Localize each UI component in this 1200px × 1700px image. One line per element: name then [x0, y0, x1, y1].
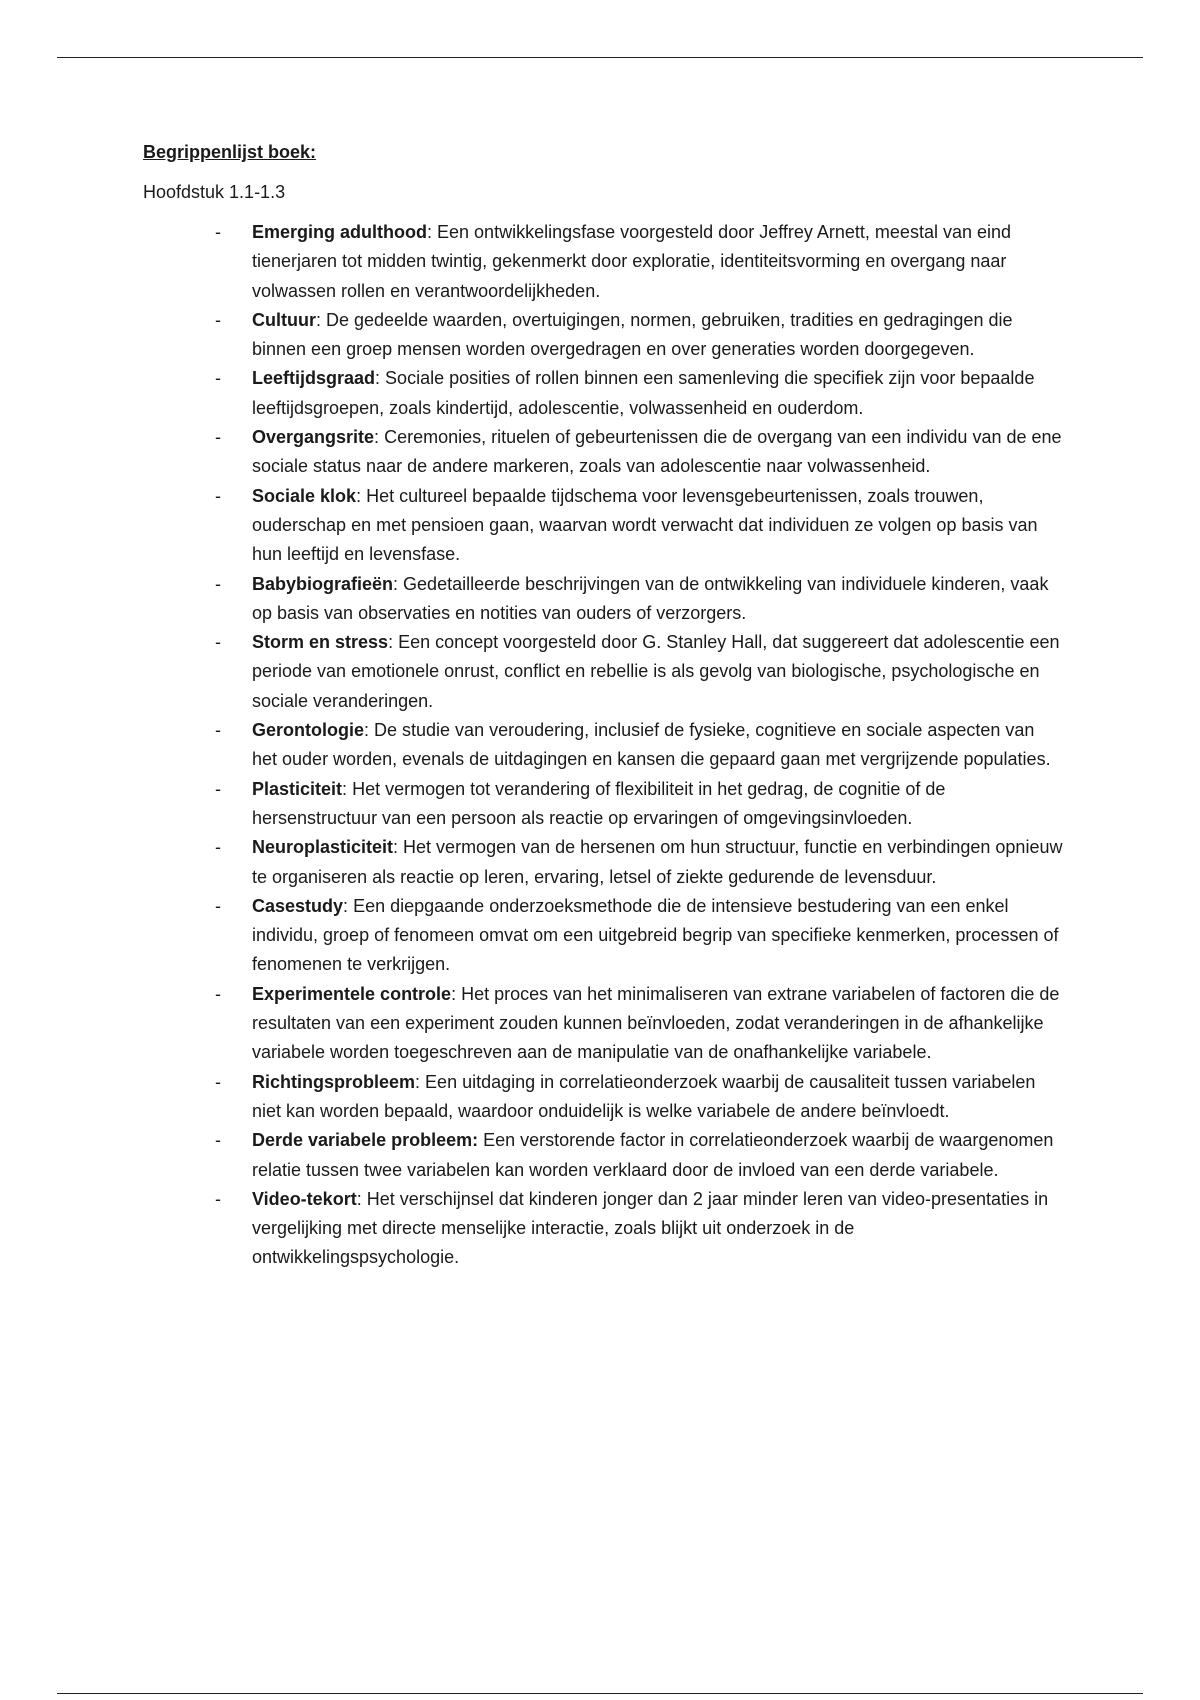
- bullet-dash: -: [215, 778, 221, 799]
- term-name: Storm en stress: [252, 632, 389, 653]
- term-name: Video-tekort: [252, 1188, 357, 1209]
- term-name: Gerontologie: [252, 720, 364, 741]
- term-name: Overgangsrite: [252, 427, 375, 448]
- term-separator: :: [356, 1188, 362, 1209]
- term-name: Casestudy: [252, 895, 344, 916]
- footer-rule: [57, 1693, 1143, 1694]
- term-definition: Sociale posities of rollen binnen een samenleving die specifiek zijn voor bepaalde leeftijdsgroepen, zoals kindertijd, adolescentie, volwassenheid en ouderdom.: [252, 368, 1035, 418]
- term-definition: Een uitdaging in correlatieonderzoek waarbij de causaliteit tussen variabelen niet kan worden bepaald, waardoor onduidelijk is welke variabele de andere beïnvloedt.: [252, 1071, 1036, 1121]
- term-list-item: [143, 1126, 1063, 1185]
- term-separator: :: [375, 368, 381, 389]
- term-separator: :: [388, 632, 394, 653]
- bullet-dash: -: [215, 309, 221, 330]
- term-list-item: [143, 1185, 1063, 1273]
- term-separator: :: [315, 309, 321, 330]
- term-definition: De studie van veroudering, inclusief de fysieke, cognitieve en sociale aspecten van het ouder worden, evenals de uitdagingen en kansen die gepaard gaan met vergrijzende populaties.: [252, 720, 1051, 770]
- bullet-dash: -: [215, 573, 221, 594]
- bullet-dash: -: [215, 485, 221, 506]
- term-definition: Het vermogen van de hersenen om hun structuur, functie en verbindingen opnieuw te organiseren als reactie op leren, ervaring, letsel of ziekte gedurende de levensduur.: [252, 837, 1063, 887]
- term-separator: :: [356, 485, 362, 506]
- term-name: Babybiografieën: [252, 573, 394, 594]
- term-list-item: [143, 306, 1063, 365]
- term-definition: Een verstorende factor in correlatieonderzoek waarbij de waargenomen relatie tussen twee variabelen kan worden verklaard door de invloed van een derde variabele.: [252, 1130, 1054, 1180]
- term-list-item: [143, 833, 1063, 892]
- term-separator: :: [393, 573, 399, 594]
- term-definition: Het cultureel bepaalde tijdschema voor levensgebeurtenissen, zoals trouwen, ouderschap en met pensioen gaan, waarvan wordt verwacht dat individuen ze volgen op basis van hun leeftijd en levensfase.: [252, 485, 1038, 565]
- bullet-dash: -: [215, 720, 221, 741]
- term-list-item: [143, 1068, 1063, 1127]
- document-title: Begrippenlijst boek:: [143, 142, 317, 162]
- term-list-item: [143, 423, 1063, 482]
- term-name: Neuroplasticiteit: [252, 837, 394, 858]
- term-separator: :: [427, 222, 433, 242]
- term-definition: Een ontwikkelingsfase voorgesteld door Jeffrey Arnett, meestal van eind tienerjaren tot midden twintig, gekenmerkt door exploratie, identiteitsvorming en overgang naar volwassen rollen en verantwoordelijkheden.: [252, 222, 1012, 301]
- term-list-item: [143, 570, 1063, 629]
- term-list-item: [143, 775, 1063, 834]
- term-separator: :: [342, 778, 348, 799]
- term-name: Richtingsprobleem: [252, 1071, 416, 1092]
- bullet-dash: -: [215, 895, 221, 916]
- bullet-dash: -: [215, 368, 221, 389]
- term-definition: Ceremonies, rituelen of gebeurtenissen die de overgang van een individu van de ene sociale status naar de andere markeren, zoals van adolescentie naar volwassenheid.: [252, 427, 1062, 477]
- term-name: Leeftijdsgraad: [252, 368, 376, 389]
- term-separator: :: [343, 895, 349, 916]
- bullet-dash: -: [215, 837, 221, 858]
- term-separator: :: [451, 983, 457, 1004]
- term-list: [143, 218, 1063, 1273]
- term-name: Emerging adulthood: [252, 222, 427, 242]
- term-definition: Het verschijnsel dat kinderen jonger dan 2 jaar minder leren van video-presentaties in vergelijking met directe menselijke interactie, zoals blijkt uit onderzoek in de ontwikkelingspsychologie.: [252, 1188, 1049, 1268]
- term-name: Derde variabele probleem:: [252, 1130, 479, 1151]
- term-list-item: [143, 892, 1063, 980]
- term-definition: Een concept voorgesteld door G. Stanley Hall, dat suggereert dat adolescentie een periode van emotionele onrust, conflict en rebellie is als gevolg van biologische, psychologische en sociale veranderingen.: [252, 632, 1060, 711]
- bullet-dash: -: [215, 427, 221, 448]
- chapter-heading: Hoofdstuk 1.1-1.3: [143, 182, 286, 202]
- bullet-dash: -: [215, 983, 221, 1004]
- bullet-dash: -: [215, 1130, 221, 1151]
- term-list-item: [143, 482, 1063, 570]
- term-separator: :: [415, 1071, 421, 1092]
- bullet-dash: -: [215, 1071, 221, 1092]
- term-name: Sociale klok: [252, 485, 357, 506]
- term-list-item: [143, 716, 1063, 775]
- header-rule: [57, 57, 1143, 58]
- term-definition: Een diepgaande onderzoeksmethode die de intensieve bestudering van een enkel individu, groep of fenomeen omvat om een uitgebreid begrip van specifieke kenmerken, processen of fenomenen te verkrijgen.: [252, 895, 1059, 975]
- term-definition: Het vermogen tot verandering of flexibiliteit in het gedrag, de cognitie of de hersenstructuur van een persoon als reactie op ervaringen of omgevingsinvloeden.: [252, 778, 946, 828]
- term-definition: Gedetailleerde beschrijvingen van de ontwikkeling van individuele kinderen, vaak op basis van observaties en notities van ouders of verzorgers.: [252, 573, 1049, 623]
- bullet-dash: -: [215, 222, 221, 242]
- document-body: [143, 140, 1063, 1273]
- term-definition: De gedeelde waarden, overtuigingen, normen, gebruiken, tradities en gedragingen die binnen een groep mensen worden overgedragen en over generaties worden doorgegeven.: [252, 309, 1013, 360]
- term-separator: :: [364, 720, 370, 741]
- bullet-dash: -: [215, 632, 221, 653]
- bullet-dash: -: [215, 1188, 221, 1209]
- term-separator: :: [374, 427, 380, 448]
- term-name: Plasticiteit: [252, 778, 343, 799]
- term-list-item: [143, 980, 1063, 1068]
- term-name: Cultuur: [252, 309, 316, 330]
- term-list-item: [143, 364, 1063, 423]
- term-name: Experimentele controle: [252, 983, 452, 1004]
- term-definition: Het proces van het minimaliseren van extrane variabelen of factoren die de resultaten van een experiment zouden kunnen beïnvloeden, zodat veranderingen in de afhankelijke variabele worden toegeschreven aan de manipulatie van de onafhankelijke variabele.: [252, 983, 1060, 1063]
- term-list-item: [143, 218, 1063, 306]
- term-separator: :: [393, 837, 399, 858]
- term-list-item: [143, 628, 1063, 716]
